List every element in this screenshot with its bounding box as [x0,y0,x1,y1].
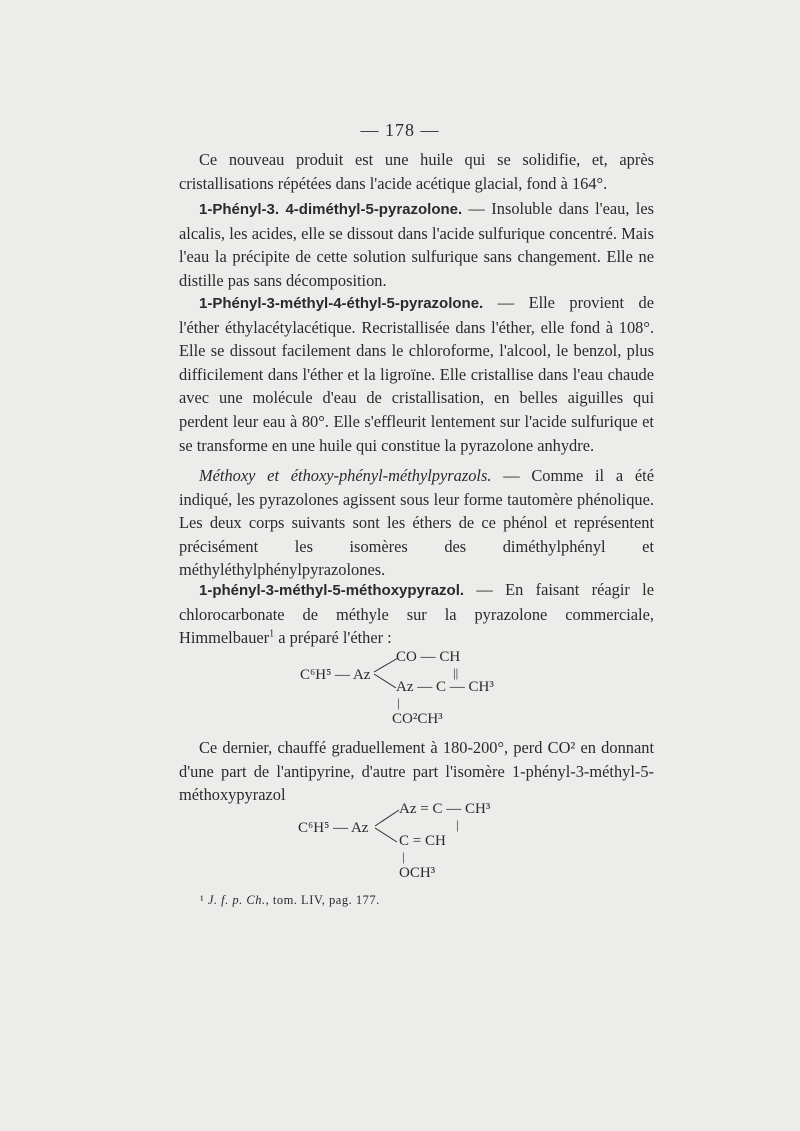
paragraph-4 [179,464,654,582]
paragraph-1 [179,148,654,195]
formula-methoxypyrazol [298,800,548,882]
footnote-source: J. f. p. Ch., [207,893,270,907]
paragraph-text: a préparé l'éther : [274,628,392,648]
paragraph-text: — Comme il a été indiqué, les pyrazolones agissent sous leur forme tautomère phénolique. Les deux corps suivants sont les éthers de ce phénol et représentent précisément les isomères des diméthylphényl et méthyléthylphénylpyrazolones. [179,466,654,580]
paragraph-2 [179,197,654,292]
paragraph-text: Ce dernier, chauffé graduellement à 180-200°, perd CO² en donnant d'une part de l'antipyrine, d'autre part l'isomère 1-phényl-3-méthyl-5-méthoxypyrazol [179,738,654,805]
formula-methoxy-ester [300,648,540,726]
formula-top-row: Az = C — CH³ [399,801,491,817]
paragraph-text: — En faisant réagir le chlorocarbonate de méthyle sur la pyrazolone commerciale, Himmelbauer [179,580,654,648]
footnote-reference: tom. LIV, pag. 177. [269,893,380,907]
compound-heading: 1-Phényl-3. 4-diméthyl-5-pyrazolone. [199,201,463,218]
section-heading: Méthoxy et éthoxy-phényl-méthylpyrazols. [199,466,492,485]
paragraph-text: — Insoluble dans l'eau, les alcalis, les acides, elle se dissout dans l'acide sulfurique concentré. Mais l'eau la précipite de cette solution sulfurique sans changement. Elle ne distille pas sans décomposition. [179,199,655,290]
page-number: — 178 — [360,120,440,140]
formula-vertical-bond: | [402,849,405,864]
formula-vertical-bond: | [456,817,459,832]
formula-bottom-row: Az — C — CH³ [396,679,494,695]
compound-heading: 1-Phényl-3-méthyl-4-éthyl-5-pyrazolone. [199,295,484,312]
footnote-mark: 1 [269,628,275,640]
formula-top-row: CO — CH [396,649,461,665]
formula-substituent: OCH³ [399,865,436,881]
footnote-mark: ¹ [200,893,205,907]
footnote [200,893,380,908]
formula-phenyl-group: C⁶H⁵ — Az [298,820,369,836]
paragraph-6 [179,736,654,807]
paragraph-text: Ce nouveau produit est une huile qui se solidifie, et, après cristallisations répétées dans l'acide acétique glacial, fond à 164°. [179,150,654,193]
compound-heading: 1-phényl-3-méthyl-5-méthoxypyrazol. [199,582,465,599]
formula-vertical-bond: | [397,695,400,710]
paragraph-3 [179,291,654,457]
paragraph-text: — Elle provient de l'éther éthylacétylacétique. Recristallisée dans l'éther, elle fond à 108°. Elle se dissout facilement dans le chloroforme, l'alcool, le benzol, plus difficilement dans l'éther et la ligroïne. Elle cristallise dans l'eau chaude avec une molécule d'eau de cristallisation, en belles aiguilles qui perdent leur eau à 80°. Elle s'effleurit lentement sur l'acide sulfurique et se transforme en une huile qui constitue la pyrazolone anhydre. [179,293,654,455]
formula-substituent: CO²CH³ [392,711,443,727]
formula-bottom-row: C = CH [399,833,446,849]
formula-phenyl-group: C⁶H⁵ — Az [300,667,371,683]
paragraph-5 [179,578,654,650]
formula-double-bond: || [453,665,459,680]
